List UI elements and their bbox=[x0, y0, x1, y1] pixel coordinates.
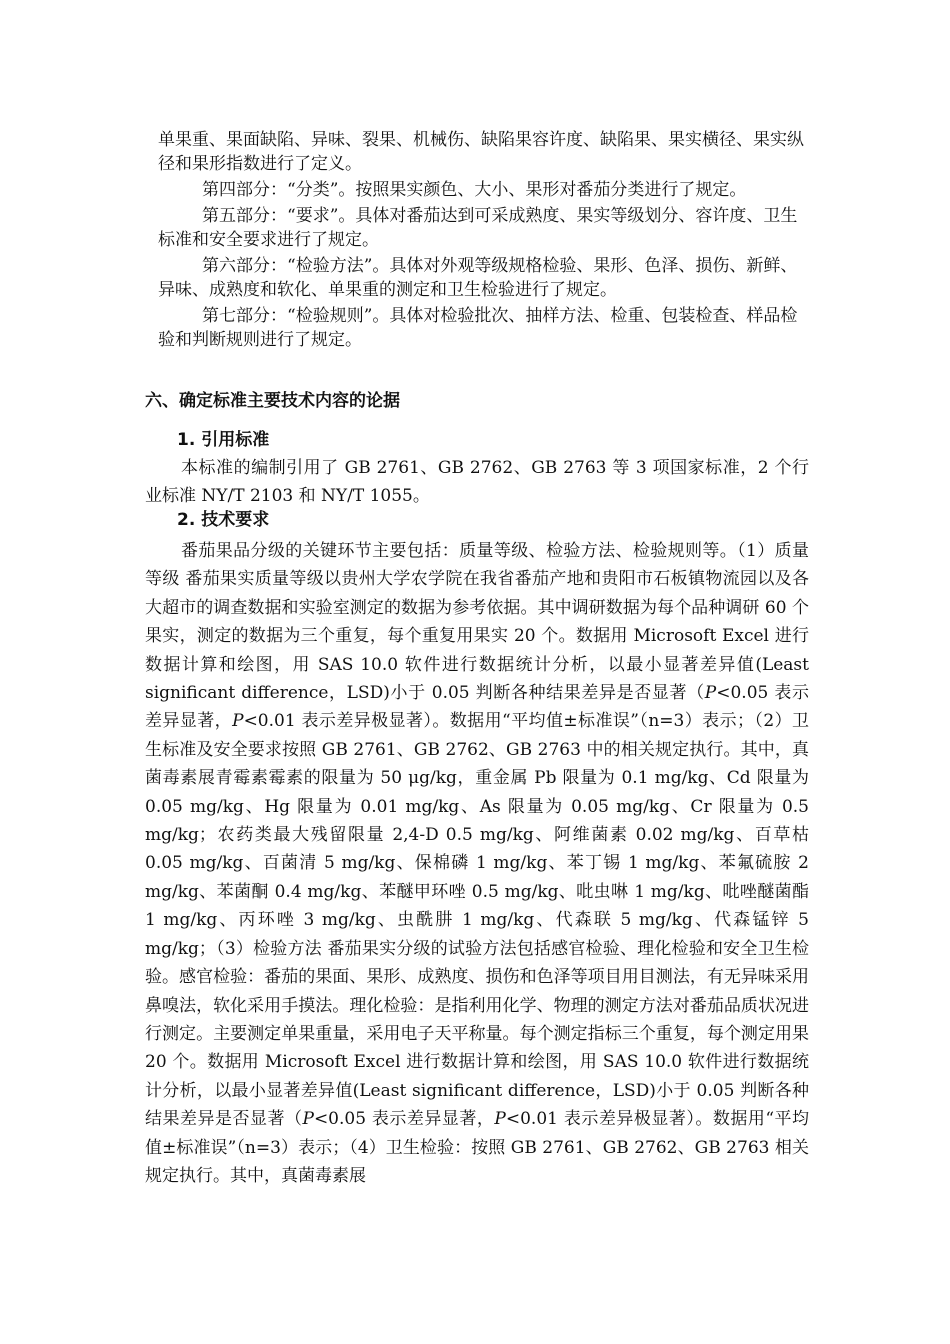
text-run: <0.01 表示差异极显著）。数据用“平均值±标准误”（n=3）表示；（4）卫生检验：按照 GB 2761、GB 2762、GB 2763 相关规定执行。其中，真菌毒素展 bbox=[145, 1109, 810, 1186]
text-run: <0.01 表示差异极显著）。数据用“平均值±标准误”（n=3）表示；（2）卫生标准及安全要求按照 GB 2761、GB 2762、GB 2763 中的相关规定执行。其中，真菌毒素展青霉素霉素的限量为 50 μg/kg，重金属 Pb 限量为 0.1 mg/kg、Cd 限量为 0.05 mg/kg、Hg 限量为 0.01 mg/kg、As 限量为 0.05 mg/kg、Cr 限量为 0.5 mg/kg；农药类最大残留限量 2,4-D 0.5 mg/kg、阿维菌素 0.02 mg/kg、百草枯 0.05 mg/kg、百菌清 5 mg/kg、保棉磷 1 mg/kg、苯丁锡 1 mg/kg、苯氟硫胺 2 mg/kg、苯菌酮 0.4 mg/kg、苯醚甲环唑 0.5 mg/kg、吡虫啉 1 mg/kg、吡唑醚菌酯 1 mg/kg、丙环唑 3 mg/kg、虫酰肼 1 mg/kg、代森联 5 mg/kg、代森锰锌 5 mg/kg；（3）检验方法 番茄果实分级的试验方法包括感官检验、理化检验和安全卫生检验。感官检验：番茄的果面、果形、成熟度、损伤和色泽等项目用目测法，有无异味采用鼻嗅法，软化采用手摸法。理化检验：是指利用化学、物理的测定方法对番茄品质状况进行测定。主要测定单果重量，采用电子天平称量。每个测定指标三个重复，每个测定用果 20 个。数据用 Microsoft Excel 进行数据计算和绘图，用 SAS 10.0 软件进行数据统计分析，以最小显著差异值(Least significant difference，LSD)小于 0.05 判断各种结果差异是否显著（ bbox=[145, 711, 810, 1130]
list-item: 第四部分：“分类”。按照果实颜色、大小、果形对番茄分类进行了规定。 bbox=[202, 180, 747, 200]
list-item: 第七部分：“检验规则”。具体对检验批次、抽样方法、检重、包装检查、样品检验和判断规则进行了规定。 bbox=[158, 306, 798, 350]
parts-list bbox=[158, 128, 808, 354]
italic-p-symbol: P bbox=[704, 683, 717, 704]
technical-requirements-block bbox=[145, 537, 809, 1190]
list-item: 第五部分：“要求”。具体对番茄达到可采成熟度、果实等级划分、容许度、卫生标准和安全要求进行了规定。 bbox=[158, 206, 798, 250]
references-paragraph: 本标准的编制引用了 GB 2761、GB 2762、GB 2763 等 3 项国家标准，2 个行业标准 NY/T 2103 和 NY/T 1055。 bbox=[145, 458, 809, 507]
technical-requirements-paragraph bbox=[145, 537, 809, 1190]
text-run: 番茄果品分级的关键环节主要包括：质量等级、检验方法、检验规则等。（1）质量等级 番茄果实质量等级以贵州大学农学院在我省番茄产地和贵阳市石板镇物流园以及各大超市的调查数据和实验室测定的数据为参考依据。其中调研数据为每个品种调研 60 个果实，测定的数据为三个重复，每个重复用果实 20 个。数据用 Microsoft Excel 进行数据计算和绘图，用 SAS 10.0 软件进行数据统计分析，以最小显著差异值(Least significant difference，LSD)小于 0.05 判断各种结果差异是否显著（ bbox=[145, 541, 809, 704]
italic-p-symbol: P bbox=[232, 711, 244, 732]
section-heading: 六、确定标准主要技术内容的论据 bbox=[145, 391, 400, 411]
italic-p-symbol: P bbox=[494, 1109, 506, 1130]
references-paragraph-block bbox=[145, 454, 809, 511]
list-item: 单果重、果面缺陷、异味、裂果、机械伤、缺陷果容许度、缺陷果、果实横径、果实纵径和果形指数进行了定义。 bbox=[158, 130, 804, 174]
list-item: 第六部分：“检验方法”。具体对外观等级规格检验、果形、色泽、损伤、新鲜、异味、成熟度和软化、单果重的测定和卫生检验进行了规定。 bbox=[158, 256, 798, 300]
text-run: <0.05 表示差异显著， bbox=[145, 683, 810, 732]
text-run: <0.05 表示差异显著， bbox=[313, 1109, 495, 1130]
italic-p-symbol: P bbox=[302, 1109, 314, 1130]
subheading-technical-requirements: 2. 技术要求 bbox=[177, 510, 270, 530]
subheading-references: 1. 引用标准 bbox=[177, 430, 270, 450]
